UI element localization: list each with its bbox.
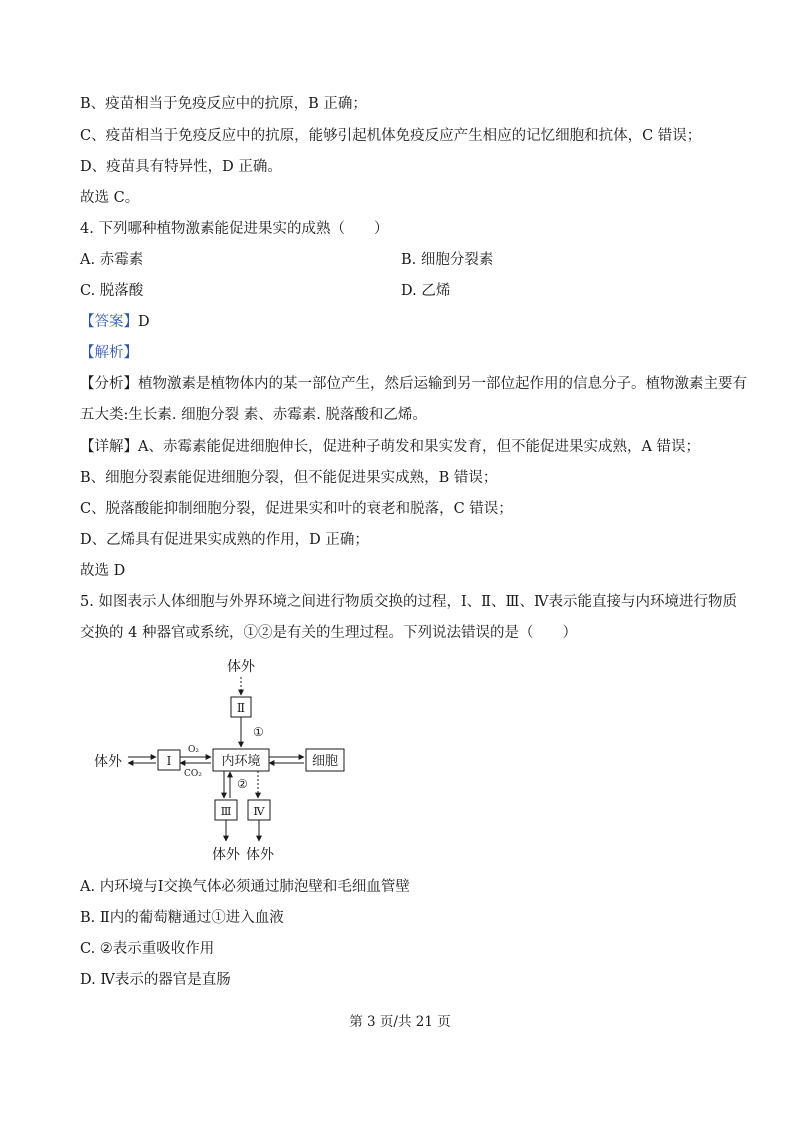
q4-option-a: A. 赤霉素	[80, 252, 144, 268]
fenxi-tag: 【分析】	[80, 376, 138, 392]
outside-top-label: 体外	[227, 659, 255, 675]
exchange-diagram	[80, 655, 360, 865]
q5-option-d: D. Ⅳ表示的器官是直肠	[80, 972, 231, 988]
box-iii-label: Ⅲ	[220, 805, 232, 818]
q4-xiangjie-a	[80, 437, 700, 457]
cell-label: 细胞	[311, 754, 339, 769]
process-1-label: ①	[253, 725, 264, 739]
q3-option-c-explanation: C、疫苗相当于免疫反应中的抗原，能够引起机体免疫反应产生相应的记忆细胞和抗体，C 错误；	[80, 128, 702, 144]
xiangjie-a-text: A、赤霉素能促进细胞伸长，促进种子萌发和果实发育，但不能促进果实成熟，A 错误；	[138, 439, 701, 455]
q5-option-a: A. 内环境与Ⅰ交换气体必须通过肺泡壁和毛细血管壁	[80, 879, 410, 895]
box-i-label: Ⅰ	[166, 754, 172, 768]
q4-option-c: C. 脱落酸	[80, 283, 144, 299]
q4-analysis-tag	[80, 343, 138, 363]
q4-option-b: B. 细胞分裂素	[401, 252, 494, 268]
q3-option-b-explanation: B、疫苗相当于免疫反应中的抗原，B 正确；	[80, 96, 367, 112]
outside-bottom-label-2: 体外	[246, 847, 274, 863]
q3-option-d-explanation: D、疫苗具有特异性，D 正确。	[80, 159, 282, 175]
q4-fenxi-line-1	[80, 374, 747, 394]
q4-xiangjie-b: B、细胞分裂素能促进细胞分裂，但不能促进果实成熟，B 错误；	[80, 470, 498, 486]
answer-tag: 【答案】	[80, 314, 138, 330]
answer-value: D	[138, 314, 150, 330]
process-2-label: ②	[237, 777, 248, 791]
box-iv-label: Ⅳ	[253, 805, 265, 818]
internal-environment-label: 内环境	[221, 754, 261, 769]
page-footer: 第 3 页/共 21 页	[349, 1014, 451, 1030]
q4-xiangjie-d: D、乙烯具有促进果实成熟的作用，D 正确；	[80, 532, 369, 548]
q5-stem-line-2: 交换的 4 种器官或系统，①②是有关的生理过程。下列说法错误的是（ ）	[80, 625, 577, 641]
q5-stem-line-1: 5. 如图表示人体细胞与外界环境之间进行物质交换的过程，Ⅰ、Ⅱ、Ⅲ、Ⅳ表示能直接与内环境进行物质	[80, 594, 737, 610]
outside-bottom-label-1: 体外	[212, 847, 240, 863]
xiangjie-tag: 【详解】	[80, 439, 138, 455]
q4-conclusion: 故选 D	[80, 563, 126, 579]
box-ii-label: Ⅱ	[236, 701, 246, 715]
analysis-tag: 【解析】	[80, 345, 138, 361]
fenxi-text-1: 植物激素是植物体内的某一部位产生，然后运输到另一部位起作用的信息分子。植物激素主要有	[138, 376, 747, 392]
q5-option-b: B. Ⅱ内的葡萄糖通过①进入血液	[80, 910, 284, 926]
q5-option-c: C. ②表示重吸收作用	[80, 941, 215, 957]
q4-option-d: D. 乙烯	[401, 283, 451, 299]
q4-stem: 4. 下列哪种植物激素能促进果实的成熟（ ）	[80, 221, 389, 237]
q4-answer-line	[80, 312, 150, 332]
q4-xiangjie-c: C、脱落酸能抑制细胞分裂，促进果实和叶的衰老和脱落，C 错误；	[80, 501, 513, 517]
q3-conclusion: 故选 C。	[80, 190, 140, 206]
co2-label: CO₂	[184, 769, 202, 779]
o2-label: O₂	[188, 745, 199, 755]
q4-fenxi-line-2: 五大类:生长素. 细胞分裂 素、赤霉素. 脱落酸和乙烯。	[80, 407, 427, 423]
outside-left-label: 体外	[94, 754, 122, 770]
